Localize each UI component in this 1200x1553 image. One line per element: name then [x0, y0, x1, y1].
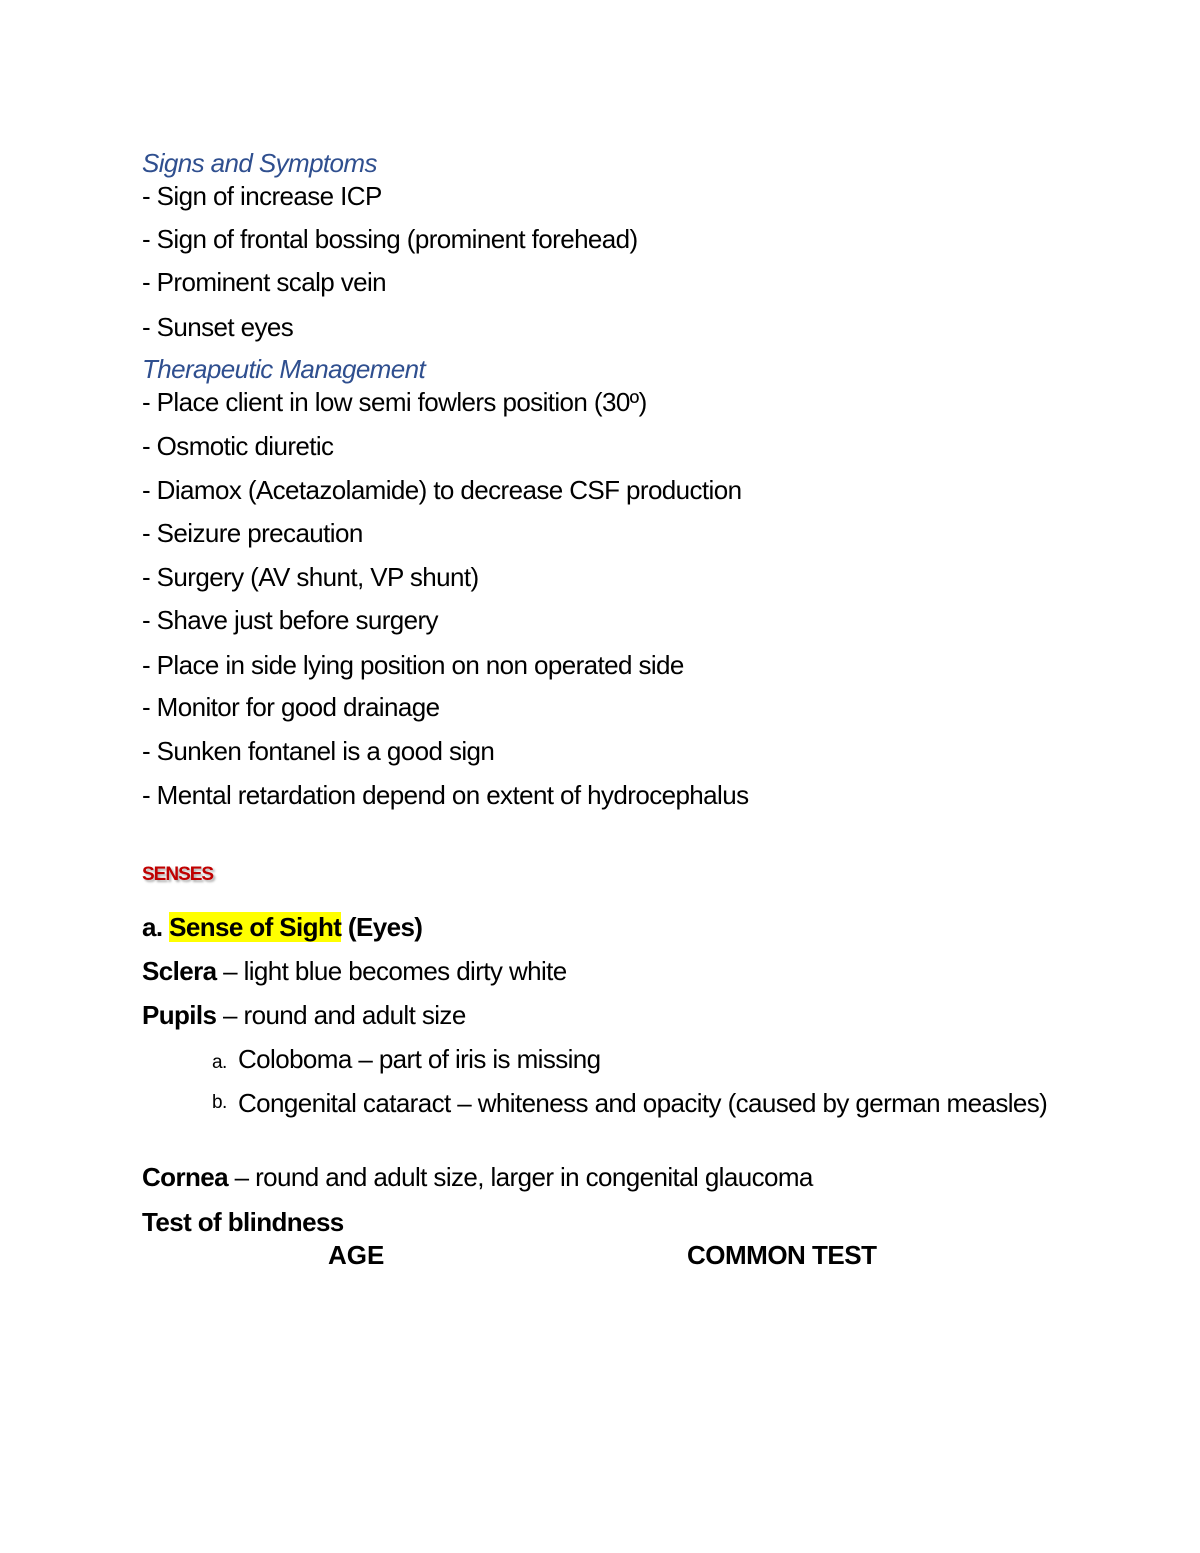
list-item: - Surgery (AV shunt, VP shunt) — [142, 562, 479, 592]
sub-item-text: Congenital cataract – whiteness and opacity (caused by german measles) — [238, 1088, 1048, 1118]
sub-item-text: Coloboma – part of iris is missing — [238, 1044, 601, 1074]
list-item: - Prominent scalp vein — [142, 267, 387, 297]
list-item: - Diamox (Acetazolamide) to decrease CSF production — [142, 475, 742, 505]
sense-of-sight-heading — [142, 911, 422, 943]
senses-heading: SENSES — [142, 864, 214, 885]
sclera-line — [142, 955, 567, 987]
list-item: - Osmotic diuretic — [142, 431, 334, 461]
list-item: - Place in side lying position on non operated side — [142, 650, 684, 680]
pupils-text: – round and adult size — [216, 1000, 466, 1030]
cornea-line — [142, 1161, 813, 1193]
cornea-term: Cornea — [142, 1162, 228, 1192]
sight-prefix: a. — [142, 912, 170, 942]
sclera-term: Sclera — [142, 956, 217, 986]
list-item: - Sign of frontal bossing (prominent forehead) — [142, 224, 638, 254]
sub-item-letter: a. — [212, 1052, 227, 1073]
sub-item-cataract — [212, 1087, 1058, 1119]
therapeutic-heading: Therapeutic Management — [142, 354, 426, 384]
sub-item-letter: b. — [212, 1092, 227, 1113]
list-item: - Shave just before surgery — [142, 605, 438, 635]
pupils-line — [142, 999, 466, 1031]
list-item: - Seizure precaution — [142, 518, 363, 548]
sclera-text: – light blue becomes dirty white — [216, 956, 567, 986]
table-header-common-test: COMMON TEST — [687, 1240, 877, 1270]
cornea-text: – round and adult size, larger in congenital glaucoma — [227, 1162, 813, 1192]
sight-suffix: (Eyes) — [341, 912, 423, 942]
list-item: - Sunset eyes — [142, 312, 294, 342]
list-item: - Sign of increase ICP — [142, 181, 382, 211]
list-item: - Mental retardation depend on extent of hydrocephalus — [142, 780, 749, 810]
list-item: - Monitor for good drainage — [142, 692, 440, 722]
sub-item-coloboma — [212, 1043, 601, 1079]
table-header-age: AGE — [328, 1240, 385, 1270]
signs-heading: Signs and Symptoms — [142, 148, 377, 178]
list-item: - Place client in low semi fowlers position (30º) — [142, 387, 647, 417]
sight-highlight: Sense of Sight — [169, 912, 342, 942]
blindness-heading: Test of blindness — [142, 1207, 344, 1237]
list-item: - Sunken fontanel is a good sign — [142, 736, 495, 766]
pupils-term: Pupils — [142, 1000, 217, 1030]
